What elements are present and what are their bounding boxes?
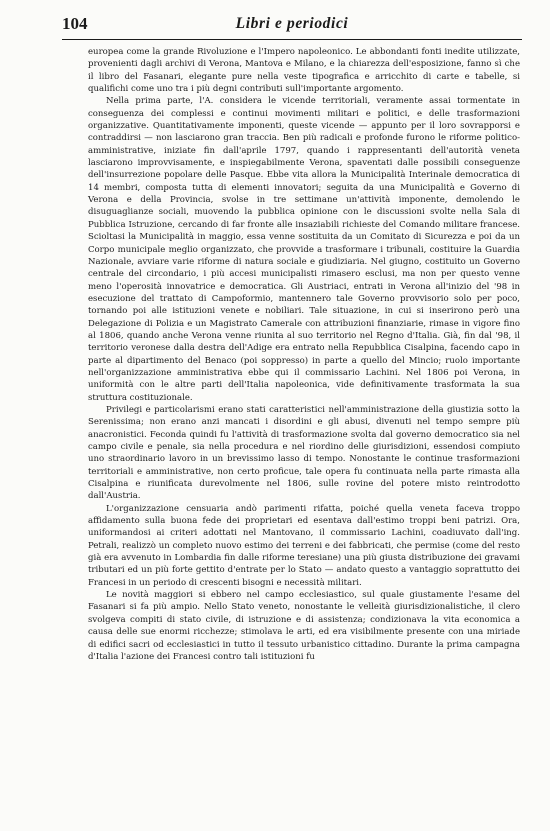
page-header [62,12,522,38]
paragraph-territorial-events: Nella prima parte, l'A. considera le vicende territoriali, veramente assai tormentate in conseguenza dei complessi e continui movimenti militari e politici, e delle trasformazioni organizzative. Quantitativamente imponenti, queste vicende — appunto per il loro sovrapporsi e contraddirsi — non lasciarono gran traccia. Ben più radicali e profonde furono le riforme politico-amministrative, iniziate fin dall'aprile 1797, quando i rappresentanti dell'autorità veneta lasciarono improvvisamente, e inspiegabilmente Verona, spaventati dalle possibili conseguenze dell'insurrezione popolare delle Pasque. Ebbe vita allora la Municipalità Interinale democratica di 14 membri, composta tutta di elementi innovatori; seguita da una Municipalità e Governo di Verona e della Provincia, svolse in tre settimane un'attività imponente, demolendo le disuguaglianze sociali, muovendo la pubblica opinione con le discussioni svolte nella Sala di Pubblica Istruzione, cercando di far fronte alle insaziabili richieste del Comando militare francese. Scioltasi la Municipalità in maggio, essa venne sostituita da un Comitato di Sicurezza e poi da un Corpo municipale meglio organizzato, che provvide a trasformare i tribunali, costituire la Guardia Nazionale, avviare varie riforme di natura sociale e giudiziaria. Nel giugno, costituito un Governo centrale del circondario, i più accesi municipalisti rimasero esclusi, ma non per questo venne meno l'operosità innovatrice e democratica. Gli Austriaci, entrati in Verona all'inizio del '98 in esecuzione del trattato di Campoformio, mantennero tale Governo provvisorio solo per poco, tornando poi alle istituzioni venete e nobiliari. Tale situazione, in cui si inserirono però una Delegazione di Polizia e un Magistrato Camerale con attribuzioni finanziarie, rimase in vigore fino al 1806, quando anche Verona venne riunita al suo territorio nel Regno d'Italia. Già, fin dal '98, il territorio veronese dalla destra dell'Adige era entrato nella Repubblica Cisalpina, facendo capo in parte al dipartimento del Benaco (poi soppresso) in parte a quello del Mincio; ruolo importante nell'organizzazione amministrativa ebbe qui il commissario Lachini. Nel 1806 poi Verona, in uniformità con le altre parti dell'Italia napoleonica, vide definitivamente trasformata la sua struttura costituzionale. [88,96,520,403]
paragraph-census: L'organizzazione censuaria andò parimenti rifatta, poiché quella veneta faceva troppo affidamento sulla buona fede dei proprietari ed esentava dall'estimo troppi beni patrizi. Ora, uniformandosi ai criteri adottati nel Mantovano, il commissario Lachini, coadiuvato dall'ing. Petrali, realizzò un completo nuovo estimo dei terreni e dei fabbricati, che permise (come del resto già era avvenuto in Lombardia fin dalle riforme teresiane) una più giusta distribuzione dei gravami tributari ed un più forte gettito d'entrate per lo Stato — andato questo a vantaggio soprattutto dei Francesi in un periodo di crescenti bisogni e necessità militari. [88,503,520,588]
body-text [88,46,520,663]
paragraph-justice: Privilegi e particolarismi erano stati caratteristici nell'amministrazione della giustizia sotto la Serenissima; non erano anzi mancati i disordini e gli abusi, divenuti nel tempo sempre più anacronistici. Feconda quindi fu l'attività di trasformazione svolta dal governo democratico sia nel campo civile e penale, sia nella procedura e nel riordino delle giurisdizioni, essendosi compiuto uno straordinario lavoro in un brevissimo lasso di tempo. Nonostante le continue trasformazioni territoriali e amministrative, non certo proficue, tale opera fu continuata nella parte rimasta alla Cisalpina e riunificata durevolmente nel 1806, sulle rovine del potere misto reintrodotto dall'Austria. [88,404,520,502]
running-title: Libri e periodici [235,15,349,32]
header-rule [62,39,522,40]
paragraph-ecclesiastical: Le novità maggiori si ebbero nel campo ecclesiastico, sul quale giustamente l'esame del Fasanari si fa più ampio. Nello Stato veneto, nonostante le velleità giurisdizionalistiche, il clero svolgeva compiti di stato civile, di istruzione e di assistenza; condizionava la vita economica a causa delle sue enormi ricchezze; stimolava le arti, ed era visibilmente presente con una miriade di edifici sacri od ecclesiastici in tutto il tessuto urbanistico cittadino. Durante la prima campagna d'Italia l'azione dei Francesi contro tali istituzioni fu [88,590,520,662]
page-number: 104 [62,14,88,33]
paragraph-continuation: europea come la grande Rivoluzione e l'Impero napoleonico. Le abbondanti fonti inedite utilizzate, provenienti dagli archivi di Verona, Mantova e Milano, e la chiarezza dell'esposizione, fanno sì che il libro del Fasanari, elegante pure nella veste tipografica e arricchito di carte e tabelle, si qualifichi come uno tra i più degni contributi sull'importante argomento. [88,47,520,95]
